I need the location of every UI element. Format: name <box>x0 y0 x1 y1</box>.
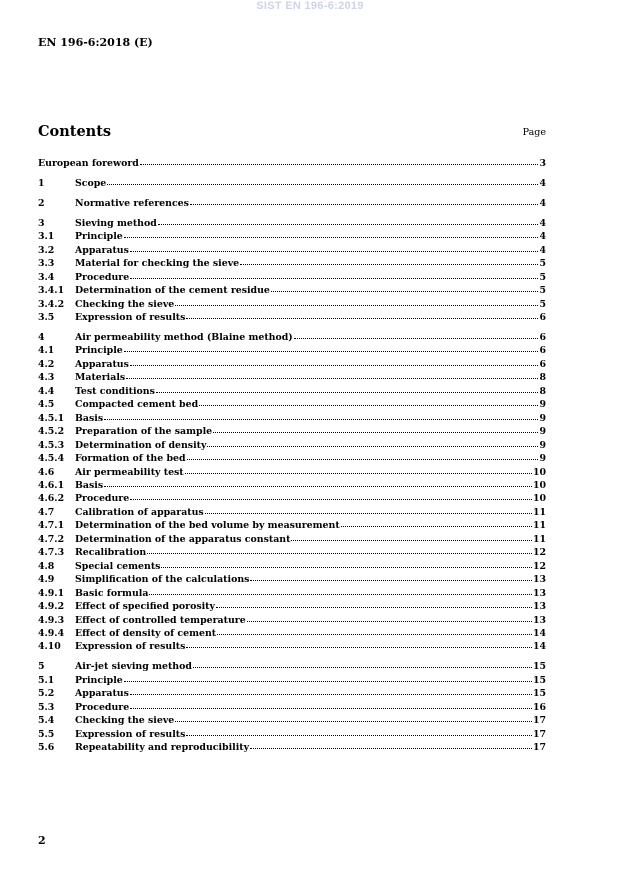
toc-entry-number: 4.8 <box>38 560 55 572</box>
toc-entry[interactable] <box>38 600 546 613</box>
toc-entry-title: Determination of the cement residue <box>75 285 270 297</box>
table-of-contents <box>38 157 546 755</box>
toc-entry-number: 4 <box>38 331 45 343</box>
toc-entry-number: 5.1 <box>38 674 55 686</box>
toc-entry-page: 5 <box>539 271 546 283</box>
toc-entry-number: 4.2 <box>38 358 55 370</box>
toc-entry[interactable] <box>38 385 546 398</box>
toc-entry[interactable] <box>38 533 546 546</box>
toc-entry-page: 4 <box>539 197 546 209</box>
toc-entry[interactable] <box>38 660 546 673</box>
toc-entry-title: Effect of controlled temperature <box>75 614 246 626</box>
toc-entry[interactable] <box>38 358 546 371</box>
toc-entry[interactable] <box>38 425 546 438</box>
toc-dot-leader <box>107 181 538 185</box>
toc-entry-title: Expression of results <box>75 312 186 324</box>
toc-entry-page: 9 <box>539 412 546 424</box>
toc-entry[interactable] <box>38 298 546 311</box>
toc-entry-page: 12 <box>532 547 546 559</box>
toc-entry-page: 6 <box>539 358 546 370</box>
toc-dot-leader <box>341 523 532 527</box>
toc-dot-leader <box>104 483 532 487</box>
toc-dot-leader <box>247 618 532 622</box>
toc-dot-leader <box>156 389 539 393</box>
toc-entry[interactable] <box>38 371 546 384</box>
toc-entry-title: Expression of results <box>75 728 186 740</box>
toc-entry[interactable] <box>38 560 546 573</box>
toc-entry-title: Basic formula <box>75 587 149 599</box>
toc-entry-number: 4.5.4 <box>38 453 65 465</box>
toc-entry-title: Formation of the bed <box>75 453 186 465</box>
toc-entry-title: Determination of the bed volume by measurement <box>75 520 340 532</box>
toc-dot-leader <box>124 348 539 352</box>
toc-entry-number: 4.7.1 <box>38 520 65 532</box>
toc-entry-page: 13 <box>532 587 546 599</box>
toc-entry-page: 10 <box>532 479 546 491</box>
toc-dot-leader <box>126 375 538 379</box>
toc-entry-page: 15 <box>532 674 546 686</box>
toc-dot-leader <box>158 221 539 225</box>
toc-entry[interactable] <box>38 344 546 357</box>
toc-entry[interactable] <box>38 587 546 600</box>
toc-entry-page: 4 <box>539 231 546 243</box>
toc-entry[interactable] <box>38 479 546 492</box>
toc-entry-page: 9 <box>539 453 546 465</box>
toc-entry-page: 13 <box>532 574 546 586</box>
toc-entry-title: Apparatus <box>75 358 129 370</box>
toc-dot-leader <box>250 577 532 581</box>
toc-entry-number: 3.5 <box>38 312 55 324</box>
toc-entry[interactable] <box>38 728 546 741</box>
toc-entry-title: Apparatus <box>75 688 129 700</box>
toc-entry[interactable] <box>38 741 546 754</box>
toc-entry-page: 8 <box>539 385 546 397</box>
toc-dot-leader <box>161 564 532 568</box>
toc-dot-leader <box>130 362 539 366</box>
toc-entry-number: 4.5.1 <box>38 412 65 424</box>
toc-entry-title: Principle <box>75 674 123 686</box>
toc-entry-page: 9 <box>539 399 546 411</box>
toc-entry-title: Recalibration <box>75 547 147 559</box>
toc-entry-number: 3.4.2 <box>38 298 65 310</box>
toc-entry-page: 13 <box>532 614 546 626</box>
toc-entry-title: Procedure <box>75 701 130 713</box>
toc-entry-title: Material for checking the sieve <box>75 258 240 270</box>
toc-entry-number: 4.7.3 <box>38 547 65 559</box>
toc-entry[interactable] <box>38 546 546 559</box>
toc-entry-title: Principle <box>75 345 123 357</box>
toc-entry[interactable] <box>38 257 546 270</box>
toc-entry-page: 4 <box>539 177 546 189</box>
toc-entry-title: Air-jet sieving method <box>75 661 192 673</box>
toc-entry-number: 4.9 <box>38 574 55 586</box>
toc-dot-leader <box>140 161 539 165</box>
toc-entry-number: 4.9.1 <box>38 587 65 599</box>
toc-entry-number: 4.7.2 <box>38 533 65 545</box>
toc-entry-page: 14 <box>532 627 546 639</box>
toc-entry-title: Principle <box>75 231 123 243</box>
toc-entry[interactable] <box>38 614 546 627</box>
toc-entry-page: 8 <box>539 372 546 384</box>
toc-dot-leader <box>213 429 538 433</box>
document-identifier: EN 196-6:2018 (E) <box>38 36 153 49</box>
toc-dot-leader <box>240 261 538 265</box>
toc-entry-number: 5.2 <box>38 688 55 700</box>
toc-entry-number: 5.4 <box>38 715 55 727</box>
toc-entry-page: 17 <box>532 715 546 727</box>
toc-entry-page: 15 <box>532 688 546 700</box>
toc-entry-page: 11 <box>532 520 546 532</box>
toc-dot-leader <box>186 732 532 736</box>
toc-entry-title: Determination of the apparatus constant <box>75 533 291 545</box>
toc-dot-leader <box>185 470 532 474</box>
toc-entry-title: Procedure <box>75 271 130 283</box>
toc-entry-number: 4.5 <box>38 399 55 411</box>
toc-dot-leader <box>104 416 538 420</box>
toc-entry-title: Simplification of the calculations <box>75 574 250 586</box>
toc-entry-title: Special cements <box>75 560 161 572</box>
toc-entry[interactable] <box>38 714 546 727</box>
toc-dot-leader <box>199 402 538 406</box>
toc-entry-page: 12 <box>532 560 546 572</box>
toc-entry-title: Checking the sieve <box>75 298 175 310</box>
toc-entry-number: 3.1 <box>38 231 55 243</box>
toc-entry-number: 3.4.1 <box>38 285 65 297</box>
toc-entry-title: Calibration of apparatus <box>75 506 204 518</box>
toc-entry-page: 3 <box>539 158 546 169</box>
toc-entry-title: Sieving method <box>75 217 157 229</box>
toc-entry[interactable] <box>38 687 546 700</box>
toc-entry-page: 16 <box>532 701 546 713</box>
toc-entry-number: 4.4 <box>38 385 55 397</box>
toc-entry-number: 4.9.2 <box>38 601 65 613</box>
toc-entry-number: 4.9.4 <box>38 627 65 639</box>
toc-entry[interactable] <box>38 701 546 714</box>
toc-dot-leader <box>250 745 532 749</box>
toc-entry[interactable] <box>38 573 546 586</box>
toc-dot-leader <box>186 644 532 648</box>
toc-dot-leader <box>207 443 538 447</box>
toc-entry-page: 9 <box>539 439 546 451</box>
toc-dot-leader <box>205 510 532 514</box>
toc-entry-title: Test conditions <box>75 385 155 397</box>
toc-entry-page: 6 <box>539 345 546 357</box>
toc-dot-leader <box>175 302 538 306</box>
toc-entry[interactable] <box>38 331 546 344</box>
toc-entry-title: Normative references <box>75 197 189 209</box>
toc-entry-number: 4.10 <box>38 641 61 653</box>
toc-entry-page: 5 <box>539 298 546 310</box>
toc-entry-title: Compacted cement bed <box>75 399 199 411</box>
toc-entry-title: Preparation of the sample <box>75 426 213 438</box>
toc-entry-title: Effect of density of cement <box>75 627 217 639</box>
toc-entry-title: Effect of specified porosity <box>75 601 215 613</box>
toc-entry-page: 11 <box>532 506 546 518</box>
toc-dot-leader <box>147 550 532 554</box>
watermark: SIST EN 196-6:2019 <box>256 0 364 12</box>
toc-entry-number: 5 <box>38 661 45 673</box>
toc-entry[interactable] <box>38 452 546 465</box>
toc-dot-leader <box>193 664 532 668</box>
toc-entry-number: 5.5 <box>38 728 55 740</box>
toc-entry-page: 6 <box>539 331 546 343</box>
toc-entry-page: 17 <box>532 728 546 740</box>
toc-entry-number: 3.3 <box>38 258 55 270</box>
toc-entry-page: 10 <box>532 493 546 505</box>
toc-entry[interactable] <box>38 627 546 640</box>
toc-dot-leader <box>130 496 532 500</box>
toc-entry[interactable] <box>38 217 546 230</box>
toc-dot-leader <box>175 718 532 722</box>
toc-entry[interactable] <box>38 244 546 257</box>
toc-entry[interactable] <box>38 412 546 425</box>
toc-entry-number: 3.2 <box>38 244 55 256</box>
toc-entry[interactable] <box>38 284 546 297</box>
toc-entry-number: 4.1 <box>38 345 55 357</box>
toc-entry-page: 15 <box>532 661 546 673</box>
toc-dot-leader <box>130 275 538 279</box>
toc-entry-title: Apparatus <box>75 244 129 256</box>
toc-dot-leader <box>124 234 539 238</box>
toc-dot-leader <box>291 537 532 541</box>
toc-dot-leader <box>216 604 532 608</box>
toc-entry[interactable] <box>38 197 546 210</box>
toc-entry-number: 4.5.3 <box>38 439 65 451</box>
toc-dot-leader <box>149 591 532 595</box>
page-number: 2 <box>38 834 46 847</box>
toc-entry-number: 2 <box>38 197 45 209</box>
toc-entry-title: Procedure <box>75 493 130 505</box>
toc-entry-number: 4.6.2 <box>38 493 65 505</box>
toc-entry[interactable] <box>38 271 546 284</box>
toc-dot-leader <box>271 288 539 292</box>
toc-entry-page: 11 <box>532 533 546 545</box>
toc-entry-number: 4.6.1 <box>38 479 65 491</box>
toc-entry-number: 4.3 <box>38 372 55 384</box>
toc-entry-title: Basis <box>75 412 104 424</box>
toc-entry-page: 4 <box>539 217 546 229</box>
toc-entry[interactable] <box>38 439 546 452</box>
toc-entry-page: 5 <box>539 258 546 270</box>
toc-entry-page: 10 <box>532 466 546 478</box>
toc-entry-page: 6 <box>539 312 546 324</box>
toc-entry-title: Scope <box>75 177 107 189</box>
toc-entry-page: 9 <box>539 426 546 438</box>
contents-heading: Contents <box>38 123 112 140</box>
toc-dot-leader <box>130 705 532 709</box>
toc-entry[interactable] <box>38 506 546 519</box>
toc-entry-title: Repeatability and reproducibility <box>75 742 250 754</box>
toc-entry-number: 3 <box>38 217 45 229</box>
toc-entry[interactable] <box>38 157 546 170</box>
toc-entry[interactable] <box>38 311 546 324</box>
toc-entry[interactable] <box>38 398 546 411</box>
toc-entry-page: 13 <box>532 601 546 613</box>
toc-entry-page: 5 <box>539 285 546 297</box>
toc-entry-title: Materials <box>75 372 126 384</box>
toc-dot-leader <box>124 678 532 682</box>
toc-entry-page: 14 <box>532 641 546 653</box>
toc-entry[interactable] <box>38 492 546 505</box>
toc-dot-leader <box>217 631 532 635</box>
toc-entry-title: Determination of density <box>75 439 207 451</box>
toc-dot-leader <box>187 456 539 460</box>
toc-entry-title: Air permeability test <box>75 466 184 478</box>
toc-entry[interactable] <box>38 230 546 243</box>
toc-entry-number: 4.7 <box>38 506 55 518</box>
toc-entry-number: 4.5.2 <box>38 426 65 438</box>
toc-entry-page: 17 <box>532 742 546 754</box>
toc-entry[interactable] <box>38 177 546 190</box>
page-column-header: Page <box>522 127 546 138</box>
toc-entry-number: 4.9.3 <box>38 614 65 626</box>
toc-entry-page: 4 <box>539 244 546 256</box>
toc-entry-number: 5.6 <box>38 742 55 754</box>
toc-entry-number: 1 <box>38 177 45 189</box>
toc-dot-leader <box>186 315 538 319</box>
toc-entry-title: European foreword <box>38 158 139 169</box>
toc-dot-leader <box>130 691 532 695</box>
toc-dot-leader <box>294 335 539 339</box>
toc-entry[interactable] <box>38 519 546 532</box>
toc-entry[interactable] <box>38 466 546 479</box>
toc-entry[interactable] <box>38 674 546 687</box>
toc-entry-number: 4.6 <box>38 466 55 478</box>
toc-dot-leader <box>130 248 539 252</box>
toc-entry-number: 3.4 <box>38 271 55 283</box>
toc-entry-number: 5.3 <box>38 701 55 713</box>
toc-entry-title: Basis <box>75 479 104 491</box>
toc-entry-title: Air permeability method (Blaine method) <box>75 331 293 343</box>
toc-entry-title: Checking the sieve <box>75 715 175 727</box>
toc-entry-title: Expression of results <box>75 641 186 653</box>
toc-dot-leader <box>190 201 539 205</box>
toc-entry[interactable] <box>38 640 546 653</box>
